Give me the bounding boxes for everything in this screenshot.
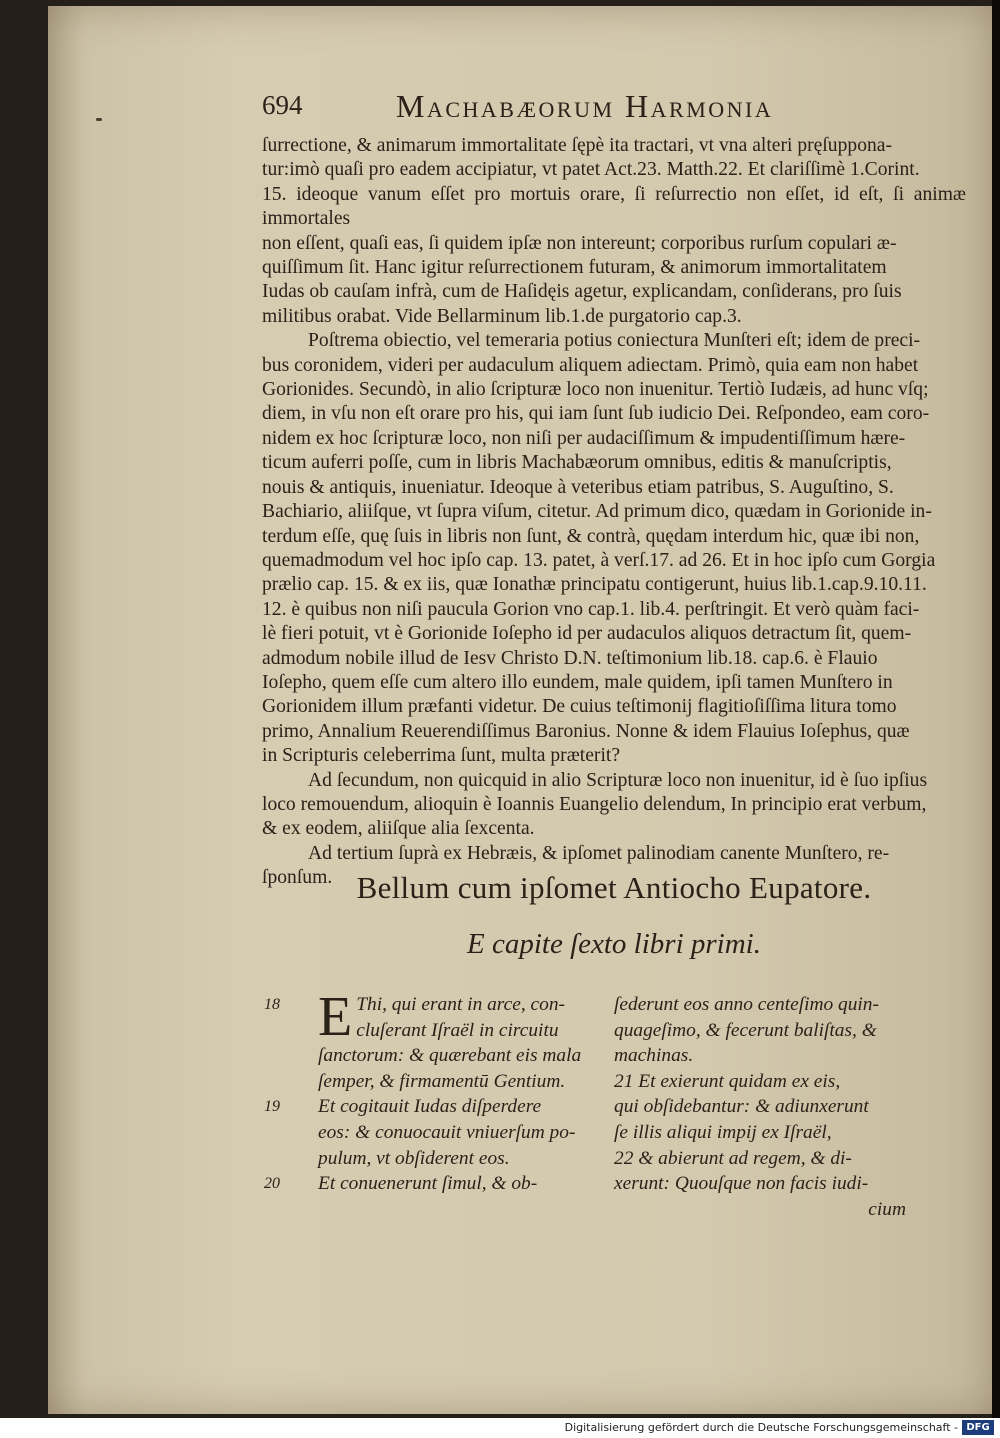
body-line: nouis & antiquis, inueniatur. Ideoque à veteribus etiam patribus, S. Auguſtino, S.: [262, 476, 894, 498]
verse-line: eos: & conuocauit vniuerſum po-: [318, 1121, 576, 1143]
body-line: Ad tertium ſuprà ex Hebræis, & ipſomet palinodiam canente Munſtero, re-: [308, 842, 890, 864]
verse-line: cluſerant Iſraël in circuitu: [356, 1019, 559, 1041]
body-line: in Scripturis celeberrima ſunt, multa præterit?: [262, 745, 621, 767]
body-line: primo, Annalium Reuerendiſſimus Baronius. Nonne & idem Flauius Ioſephus, quæ: [262, 720, 910, 742]
body-line: loco remouendum, alioquin è Ioannis Euangelio delendum, In principio erat verbum,: [262, 793, 927, 815]
scan-edge: [992, 0, 1000, 1418]
body-line: diem, in vſu non eſt orare pro his, qui iam ſunt ſub iudicio Dei. Reſpondeo, eam coro-: [262, 403, 930, 425]
verse-line: pulum, vt obſiderent eos.: [318, 1147, 510, 1169]
page-header: [262, 88, 982, 128]
body-line: ſurrectione, & animarum immortalitate ſępè ita tractari, vt vna alteri pręſuppona-: [262, 135, 893, 156]
verse-line: ſemper, & firmamentū Gentium.: [318, 1070, 566, 1092]
verse-line: ſanctorum: & quærebant eis mala: [318, 1045, 582, 1067]
body-line: 12. è quibus non niſi paucula Gorion vno cap.1. lib.4. perſtringit. Et verò quàm faci-: [262, 598, 920, 620]
running-title: Machabæorum Harmonia: [396, 88, 774, 124]
body-line: Poſtrema obiectio, vel temeraria potius coniectura Munſteri eſt; idem de preci-: [308, 330, 921, 352]
body-line: Bachiario, aliiſque, vt ſupra viſum, citetur. Ad primum dico, quædam in Gorionide in-: [262, 501, 932, 523]
verse-line: 22 & abierunt ad regem, & di-: [614, 1147, 852, 1169]
body-line: Ioſepho, quem eſſe cum altero illo eundem, male quidem, ipſi tamen Munſtero in: [262, 671, 893, 693]
body-line: admodum nobile illud de Iesv Christo D.N. teſtimonium lib.18. cap.6. è Flauio: [262, 647, 878, 669]
body-line: quemadmodum vel hoc ipſo cap. 13. patet, à verſ.17. ad 26. Et in hoc ipſo cum Gorgia: [262, 549, 936, 571]
body-line: prælio cap. 15. & ex iis, quæ Ionathæ principatu contigerunt, huius lib.1.cap.9.10.11.: [262, 574, 927, 596]
verse-line: quageſimo, & fecerunt baliſtas, &: [614, 1019, 877, 1041]
verse-column-left: [264, 986, 604, 1197]
page-number: 694: [262, 90, 303, 120]
verse-text: Thi, qui erant in arce, con-: [356, 994, 565, 1015]
verse-line: machinas.: [614, 1045, 694, 1067]
body-line: lè fieri potuit, vt è Gorionide Ioſepho id per audaculos aliquos detractum ſit, quem-: [262, 623, 912, 645]
body-line: ſponſum.: [262, 867, 333, 889]
body-line: quiſſimum ſit. Hanc igitur reſurrectionem futuram, & animorum immortalitatem: [262, 257, 887, 279]
dfg-logo: DFG: [962, 1420, 994, 1435]
body-line: bus coronidem, videri per audaculum aliquem adiectam. Primò, quia eam non habet: [262, 354, 919, 376]
body-line: ticum auferri poſſe, cum in libris Machabæorum omnibus, editis & manuſcriptis,: [262, 452, 892, 474]
body-line: Gorionides. Secundò, in alio ſcripturæ loco non inuenitur. Tertiò Iudæis, ad hunc vſq;: [262, 379, 929, 401]
section-subtitle: E capite ſexto libri primi.: [467, 928, 761, 960]
body-line: Ad ſecundum, non quicquid in alio Scripturæ loco non inuenitur, id è ſuo ipſius: [308, 769, 928, 791]
verse-line: ſe illis aliqui impij ex Iſraël,: [614, 1121, 832, 1143]
verse-number: 20: [264, 1175, 280, 1193]
verse-number: 18: [264, 996, 280, 1013]
body-line: nidem ex hoc ſcripturæ loco, non niſi per audaciſſimum & impudentiſſimum hære-: [262, 427, 906, 449]
body-line: militibus orabat. Vide Bellarminum lib.1.de purgatorio cap.3.: [262, 305, 742, 327]
verse-line: [264, 1094, 604, 1120]
verse-line: 21 Et exierunt quidam ex eis,: [614, 1070, 841, 1092]
body-line: Iudas ob cauſam infrà, cum de Haſidęis agetur, explicandam, conſiderans, pro ſuis: [262, 281, 902, 303]
footer-bar: [0, 1418, 1000, 1438]
drop-cap: E: [318, 986, 353, 1048]
body-text: [262, 134, 966, 891]
body-line: & ex eodem, aliiſque alia ſexcenta.: [262, 818, 535, 840]
verse-line: [264, 1171, 604, 1197]
body-line: 15. ideoque vanum eſſet pro mortuis orare, ſi reſurrectio non eſſet, id eſt, ſi animæ immortales: [262, 183, 966, 230]
verse-text: Et conuenerunt ſimul, & ob-: [318, 1173, 538, 1195]
verse-line: xerunt: Quouſque non facis iudi-: [614, 1173, 869, 1195]
verse-line: ſederunt eos anno centeſimo quin-: [614, 994, 879, 1015]
verse-number: 19: [264, 1098, 280, 1116]
margin-mark: [96, 118, 102, 121]
body-line: terdum eſſe, quę ſuis in libris non ſunt, & contrà, quędam interdum hic, quæ ibi non,: [262, 525, 920, 547]
section-title: Bellum cum ipſomet Antiocho Eupatore.: [356, 870, 872, 905]
verse-line: qui obſidebantur: & adiunxerunt: [614, 1096, 869, 1118]
body-line: non eſſent, quaſi eas, ſi quidem ipſæ non intereunt; corporibus rurſum copulari æ-: [262, 232, 897, 254]
verse-column-right: [614, 992, 906, 1222]
body-line: Gorionidem illum præfanti videtur. De cuius teſtimonij flagitioſiſſima litura tomo: [262, 696, 897, 718]
funding-credit: Digitalisierung gefördert durch die Deutsche Forschungsgemeinschaft -: [564, 1421, 958, 1434]
verse-text: Et cogitauit Iudas diſperdere: [318, 1096, 542, 1118]
body-line: tur:imò quaſi pro eadem accipiatur, vt patet Act.23. Matth.22. Et clariſſimè 1.Corint.: [262, 159, 920, 181]
catchword: cium: [868, 1198, 906, 1220]
